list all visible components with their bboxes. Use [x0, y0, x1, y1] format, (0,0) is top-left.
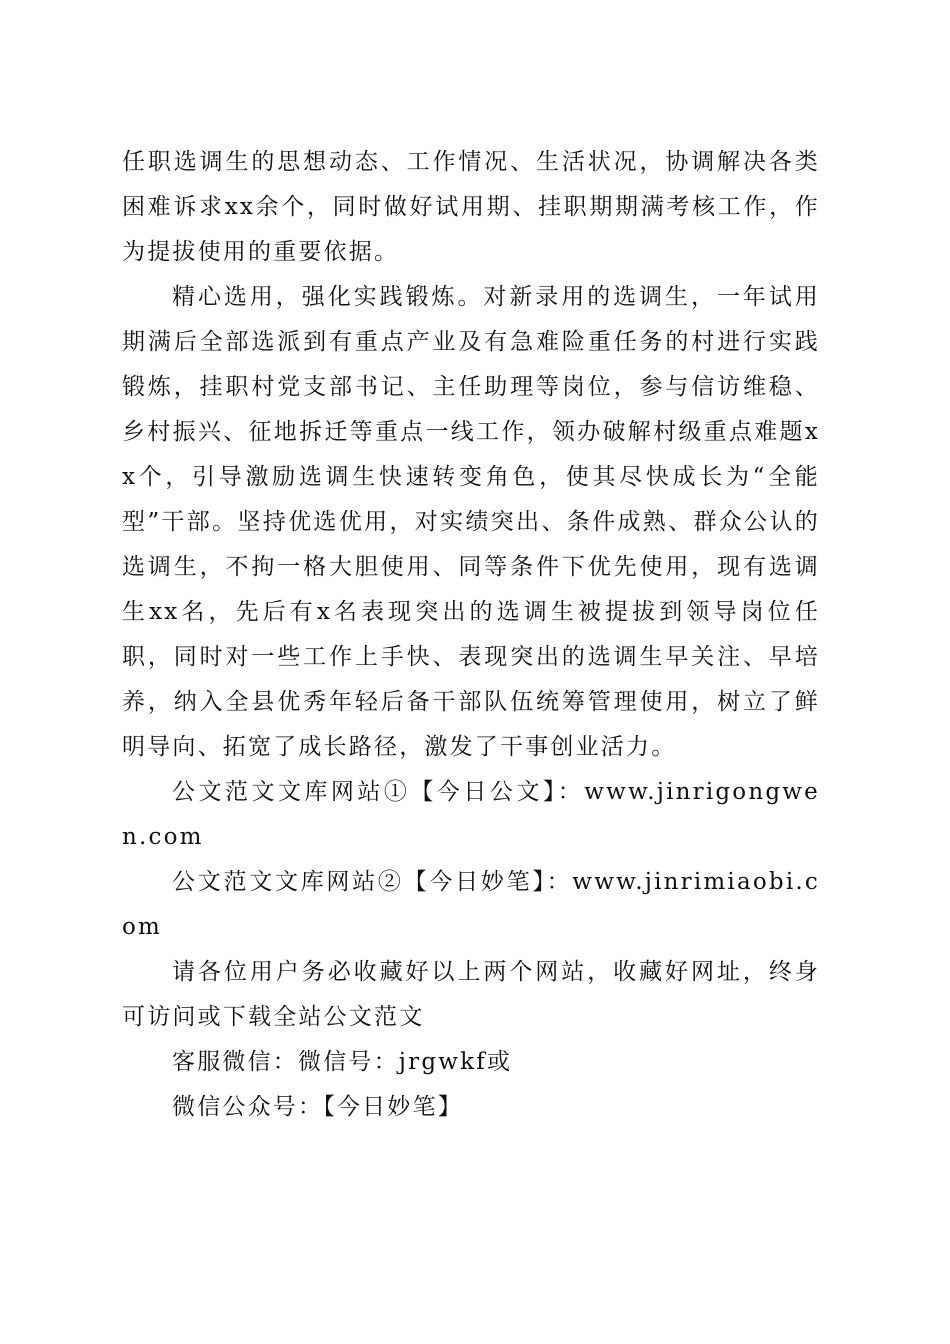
bookmark-notice: 请各位用户务必收藏好以上两个网站，收藏好网址，终身可访问或下载全站公文范文	[122, 959, 820, 1030]
wechat-official-account: 微信公众号：【今日妙笔】	[172, 1094, 463, 1120]
customer-service-wechat: 客服微信：微信号：jrgwkf或	[172, 1049, 513, 1075]
paragraph-continuation: 任职选调生的思想动态、工作情况、生活状况，协调解决各类困难诉求xx余个，同时做好试用期、挂职期期满考核工作，作为提拔使用的重要依据。	[122, 149, 820, 265]
site-link-jinrigongwen: 公文范文文库网站①【今日公文】：www.jinrigongwen.com	[122, 779, 820, 850]
paragraph-practice-training: 精心选用，强化实践锻炼。对新录用的选调生，一年试用期满后全部选派到有重点产业及有急难险重任务的村进行实践锻炼，挂职村党支部书记、主任助理等岗位，参与信访维稳、乡村振兴、征地拆迁等重点一线工作，领办破解村级重点难题xx个，引导激励选调生快速转变角色，使其尽快成长为“全能型”干部。坚持优选优用，对实绩突出、条件成熟、群众公认的选调生，不拘一格大胆使用、同等条件下优先使用，现有选调生xx名，先后有x名表现突出的选调生被提拔到领导岗位任职，同时对一些工作上手快、表现突出的选调生早关注、早培养，纳入全县优秀年轻后备干部队伍统筹管理使用，树立了鲜明导向、拓宽了成长路径，激发了干事创业活力。	[122, 284, 820, 760]
document-body	[122, 140, 820, 1130]
site-link-jinrimiaobi: 公文范文文库网站②【今日妙笔】：www.jinrimiaobi.com	[122, 869, 820, 940]
